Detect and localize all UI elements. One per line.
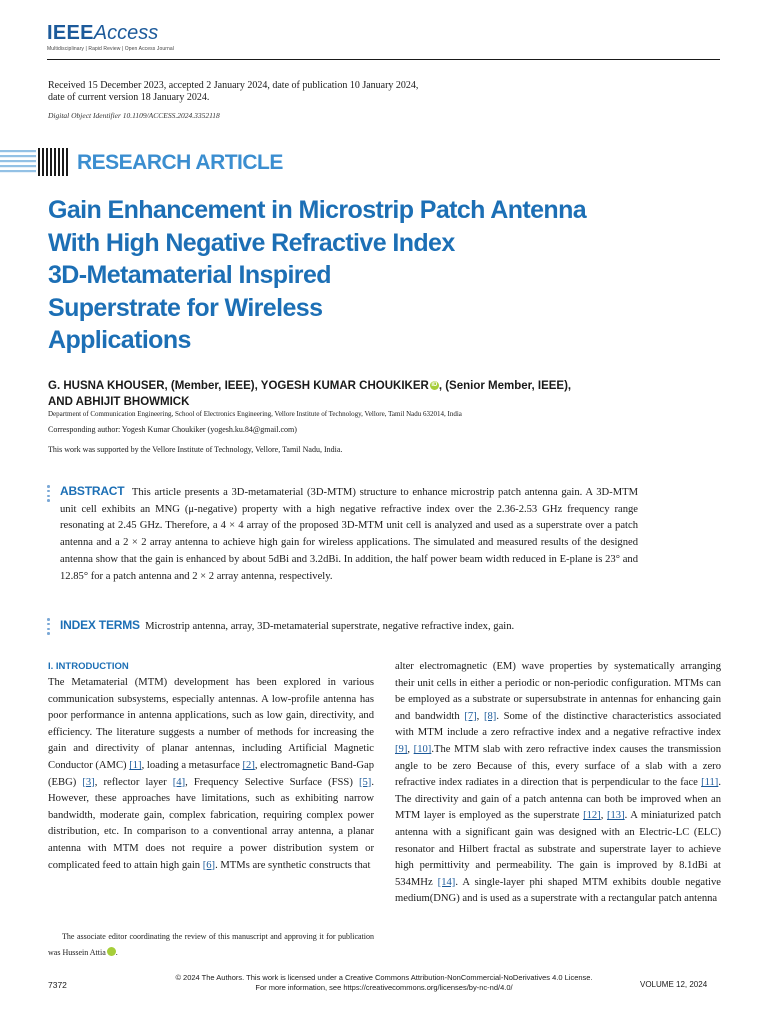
publication-dates (48, 80, 468, 104)
citation-link[interactable]: [4] (172, 776, 186, 788)
citation-link[interactable]: [2] (242, 759, 255, 771)
title-line: 3D-Metamaterial Inspired (48, 261, 331, 289)
citation-link[interactable]: [10] (413, 743, 432, 755)
citation-link[interactable]: [8] (483, 710, 497, 722)
affiliation: Department of Communication Engineering, School of Electronics Engineering, Vellore Institute of Technology, Vellore, Tamil Nadu 632014, India (48, 410, 462, 418)
orcid-icon[interactable]: iD (431, 382, 438, 388)
logo-tagline: Multidisciplinary | Rapid Review | Open Access Journal (47, 46, 174, 52)
body-column-right (395, 659, 721, 908)
index-terms (48, 617, 648, 635)
title-line: Gain Enhancement in Microstrip Patch Antenna (48, 196, 587, 224)
volume-label: VOLUME 12, 2024 (640, 980, 708, 989)
intro-paragraph-left: The Metamaterial (MTM) development has been explored in various communication subsystems, especially antennas. A low-profile antenna has poor performance in antenna applications, such as low gain, directivity, and efficiency. The literature suggests a number of methods for increasing the gain and directivity of planar antennas, including Artificial Magnetic Conductor (AMC) [1], loading a metasurface [2], electromagnetic Band-Gap (EBG) [3], reflector layer [4], Frequency Selective Surface (FSS) [5]. However, these approaches have limitations, such as exhibiting narrow bandwidth, moderate gain, complex fabrication, requiring complex power distribution, etc. In comparison to a conventional array antenna, a planar antenna with MTM does not require a power distribution system or complicated feed to attain high gain [6]. MTMs are synthetic constructs that (48, 677, 374, 871)
citation-link[interactable]: [11] (701, 777, 719, 789)
logo-access: Access (93, 22, 159, 44)
article-type-stripes-icon (0, 148, 70, 178)
citation-link[interactable]: [6] (202, 859, 216, 871)
doi[interactable]: Digital Object Identifier 10.1109/ACCESS.2024.3352118 (48, 111, 220, 120)
header-divider (47, 59, 720, 60)
orcid-icon[interactable]: iD (107, 947, 116, 956)
editor-footnote: The associate editor coordinating the review of this manuscript and approving it for publication was Hussein Attia iD. (48, 932, 374, 957)
title-line: Superstrate for Wireless (48, 293, 323, 322)
license-line-2[interactable]: For more information, see https://creativecommons.org/licenses/by-nc-nd/4.0/ (255, 983, 513, 992)
citation-link[interactable]: [13] (606, 810, 625, 822)
citation-link[interactable]: [12] (583, 810, 601, 822)
license-line-1: © 2024 The Authors. This work is licensed under a Creative Commons Attribution-NonCommercial-NoDerivatives 4.0 License. (175, 973, 593, 982)
abstract-label: ABSTRACT (60, 484, 125, 498)
abstract-text: This article presents a 3D-metamaterial (3D-MTM) structure to enhance microstrip patch antenna gain. A 3D-MTM unit cell exhibits an MNG (μ-negative) property with a high negative refractive index over the 2.36-2.53 GHz frequency range resonating at 2.45 GHz. Therefore, a 4 × 4 array of the proposed 3D-MTM unit cell is analyzed and used as a superstrate over a patch antenna and a 2 × 2 array antenna to achieve high gain for wireless applications. The simulated and measured results of the designed antenna show that the gain is enhanced by about 5dBi and 3.2dBi. In addition, the half power beam width reduced in E-plane is 23° and 12.85° for a patch antenna and 2 × 2 array antenna, respectively. (60, 487, 639, 582)
page-number: 7372 (48, 980, 67, 990)
title-line: With High Negative Refractive Index (48, 228, 455, 257)
logo-ieee: IEEE (47, 22, 94, 44)
index-dots-icon (47, 618, 50, 637)
body-column-left (48, 659, 374, 874)
authors-text-b: , (Senior Member, IEEE), (438, 380, 572, 392)
author-list (48, 378, 648, 410)
citation-link[interactable]: [14] (437, 876, 456, 888)
title-line: Applications (48, 326, 191, 354)
current-version-line: date of current version 18 January 2024. (48, 92, 210, 103)
citation-link[interactable]: [5] (358, 776, 372, 788)
abstract-dots-icon (47, 485, 50, 504)
citation-link[interactable]: [1] (129, 759, 142, 771)
received-line: Received 15 December 2023, accepted 2 January 2024, date of publication 10 January 2024, (48, 80, 419, 91)
index-terms-label: INDEX TERMS (60, 618, 140, 632)
section-heading-introduction: I. INTRODUCTION (48, 661, 129, 672)
index-terms-text: Microstrip antenna, array, 3D-metamaterial superstrate, negative refractive index, gain. (145, 621, 515, 632)
abstract (48, 483, 638, 585)
intro-paragraph-right: alter electromagnetic (EM) wave properties by systematically arranging their unit cells in either a periodic or non-periodic configuration. MTMs can be employed as a substrate or supersubstrate in antennas for enhancing gain and bandwidth [7], [8]. Some of the distinctive characteristics associated with MTM include a zero refractive index and a negative refractive index [9], [10].The MTM slab with zero refractive index causes the transmission angle to be zero Because of this, every surface of a slab with a zero refractive index radiates in a direction that is perpendicular to the face [11]. The directivity and gain of a patch antenna can both be improved when an MTM layer is employed as the superstrate [12], [13]. A miniaturized patch antenna with a significant gain was designed with an Electric-LC (ELC) resonator and Hilbert fractal as substrate and superstrate layer to achieve high permittivity and permeability. The gain is improved by 8.1dBi at 534MHz [14]. A single-layer phi shaped MTM exhibits double negative medium(DNG) and is used as a superstrate with a rectangular patch antenna (395, 661, 722, 905)
authors-text-a: G. HUSNA KHOUSER, (Member, IEEE), YOGESH KUMAR CHOUKIKER (48, 380, 429, 392)
author-line-2: AND ABHIJIT BHOWMICK (48, 396, 190, 408)
citation-link[interactable]: [9] (395, 743, 408, 755)
citation-link[interactable]: [3] (82, 776, 95, 788)
corresponding-author: Corresponding author: Yogesh Kumar Choukiker (yogesh.ku.84@gmail.com) (48, 425, 297, 434)
journal-logo (47, 22, 158, 45)
funding-statement: This work was supported by the Vellore Institute of Technology, Vellore, Tamil Nadu, India. (48, 445, 343, 454)
citation-link[interactable]: [7] (464, 710, 477, 722)
article-type-label: RESEARCH ARTICLE (77, 151, 283, 174)
author-line-1 (48, 378, 648, 394)
article-title (48, 194, 628, 357)
